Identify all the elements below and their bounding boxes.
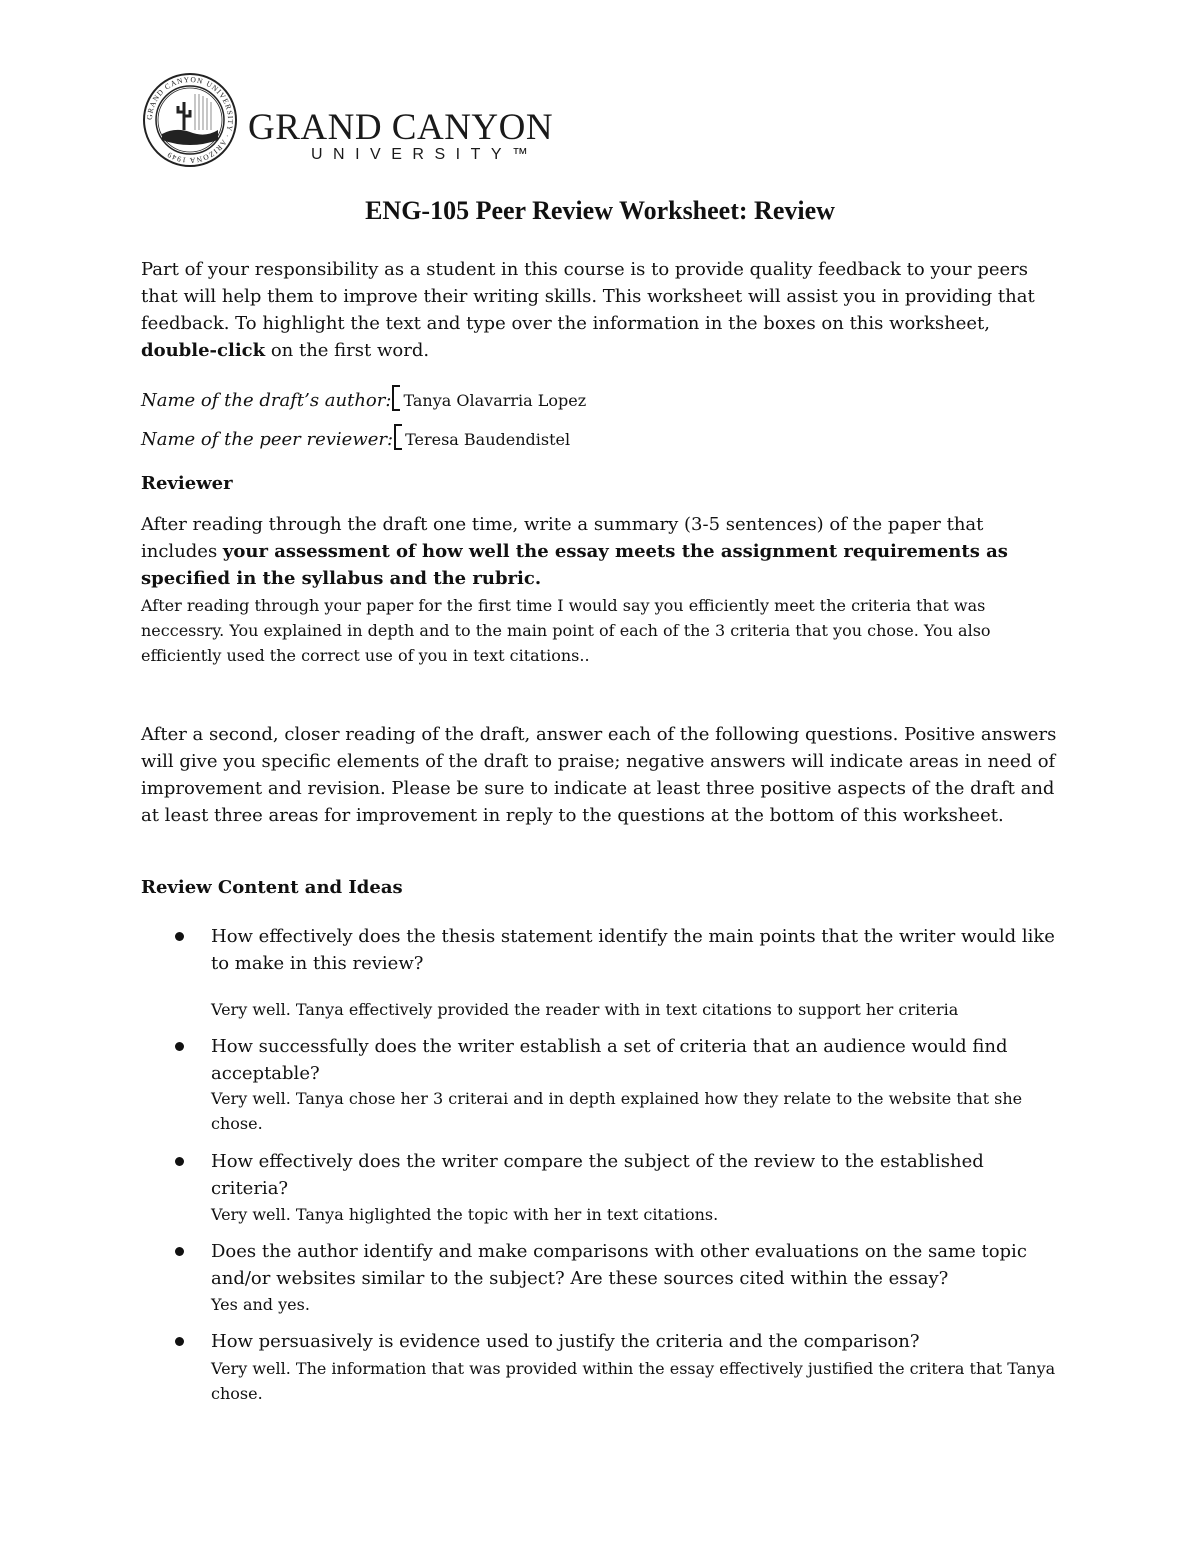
reviewer-prompt (141, 511, 1061, 592)
university-logo (140, 72, 580, 168)
university-seal-icon (140, 72, 240, 172)
field-bracket-icon (394, 424, 402, 450)
bullet-icon (175, 1157, 184, 1166)
question-2: How successfully does the writer establish a set of criteria that an audience would find acceptable? (211, 1036, 1008, 1084)
question-3: How effectively does the writer compare the subject of the review to the established criteria? (211, 1151, 984, 1199)
bullet-icon (175, 1042, 184, 1051)
second-reading-paragraph: After a second, closer reading of the draft, answer each of the following questions. Positive answers will give you specific elements of the draft to praise; negative answers will indicate areas in need of improvement and revision. Please be sure to indicate at least three positive aspects of the draft and at least three areas for improvement in reply to the questions at the bottom of this worksheet. (141, 724, 1057, 826)
question-5: How persuasively is evidence used to justify the criteria and the comparison? (211, 1331, 920, 1352)
answer-3[interactable]: Very well. Tanya higlighted the topic with her in text citations. (211, 1205, 719, 1224)
reviewer-label: Name of the peer reviewer: (141, 429, 394, 450)
intro-paragraph (141, 256, 1061, 364)
answer-2[interactable]: Very well. Tanya chose her 3 criterai and in depth explained how they relate to the website that she chose. (211, 1089, 1023, 1133)
author-value[interactable]: Tanya Olavarria Lopez (403, 391, 587, 410)
intro-text-end: on the first word. (265, 340, 430, 361)
content-ideas-heading: Review Content and Ideas (141, 877, 403, 898)
answer-4[interactable]: Yes and yes. (211, 1295, 310, 1314)
author-field-row (141, 385, 1061, 414)
reviewer-prompt-bold: your assessment of how well the essay meets the assignment requirements as specified in the syllabus and the rubric. (141, 541, 1008, 589)
reviewer-summary-answer[interactable]: After reading through your paper for the first time I would say you efficiently meet the criteria that was neccessry. You explained in depth and to the main point of each of the 3 criteria that you chose. You also efficiently used the correct use of you in text citations.. (141, 596, 991, 665)
answer-5[interactable]: Very well. The information that was provided within the essay effectively justified the critera that Tanya chose. (211, 1359, 1056, 1403)
bullet-icon (175, 1337, 184, 1346)
reviewer-heading: Reviewer (141, 473, 233, 494)
intro-bold-text: double-click (141, 340, 266, 361)
bullet-icon (175, 1247, 184, 1256)
answer-1[interactable]: Very well. Tanya effectively provided the reader with in text citations to support her criteria (211, 1000, 959, 1019)
intro-text: Part of your responsibility as a student in this course is to provide quality feedback to your peers that will help them to improve their writing skills. This worksheet will assist you in providing that feedback. To highlight the text and type over the information in the boxes on this worksheet, (141, 259, 1035, 334)
page-title: ENG-105 Peer Review Worksheet: Review (365, 196, 835, 225)
svg-text:GRAND CANYON UNIVERSITY · ARIZ: GRAND CANYON UNIVERSITY · ARIZONA 1949 (144, 74, 236, 166)
question-1: How effectively does the thesis statement identify the main points that the writer would like to make in this review? (211, 926, 1055, 974)
reviewer-field-row (141, 424, 1061, 453)
reviewer-prompt-text: After reading through the draft one time, write a summary (3-5 sentences) of the paper that includes (141, 514, 984, 562)
author-label: Name of the draft’s author: (141, 390, 392, 411)
question-4: Does the author identify and make comparisons with other evaluations on the same topic and/or websites similar to the subject? Are these sources cited within the essay? (211, 1241, 1027, 1289)
logo-name-line1: GRAND CANYON (248, 107, 554, 148)
logo-name-line2: UNIVERSITY™ (311, 146, 539, 163)
reviewer-value[interactable]: Teresa Baudendistel (405, 430, 571, 449)
bullet-icon (175, 932, 184, 941)
field-bracket-icon (392, 385, 400, 411)
